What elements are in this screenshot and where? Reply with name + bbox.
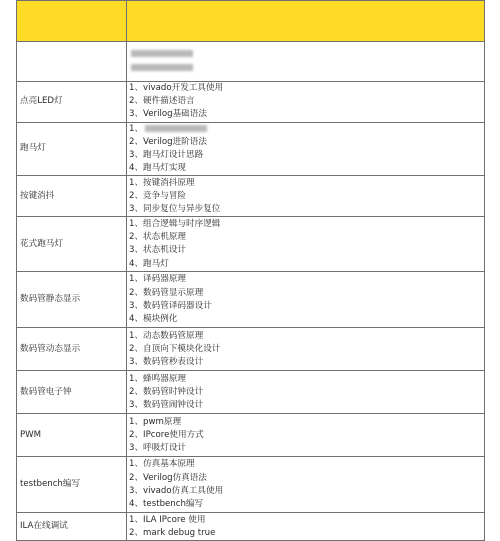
content-cell (127, 513, 485, 541)
content-cell (127, 272, 485, 328)
content-line (129, 244, 484, 257)
topic-label: 跑马灯 (20, 143, 46, 154)
content-line-text: 1、组合逻辑与时序逻辑 (129, 218, 221, 229)
content-cell (127, 457, 485, 513)
content-line (129, 472, 484, 485)
content-line-text: 2、自顶向下模块化设计 (129, 343, 221, 354)
topic-cell (17, 82, 127, 123)
content-line-text: 2、状态机原理 (129, 232, 187, 243)
content-line (129, 123, 484, 136)
topic-cell (17, 122, 127, 176)
topic-cell (17, 42, 127, 82)
content-line-text: 1、蜂鸣器原理 (129, 373, 187, 384)
topic-label: ILA在线调试 (20, 521, 68, 532)
content-line-text: 4、模块例化 (129, 314, 178, 324)
content-line-text: 1、vivado开发工具使用 (129, 83, 224, 93)
content-line (129, 82, 484, 95)
content-line (129, 190, 484, 203)
content-line (129, 95, 484, 108)
table-row (17, 328, 485, 371)
content-line (129, 429, 484, 442)
topic-label: 按键消抖 (20, 190, 55, 201)
topic-label: 点亮LED灯 (20, 96, 63, 107)
topic-label: PWM (20, 429, 42, 440)
table-row (17, 457, 485, 513)
content-cell (127, 82, 485, 123)
header-cell-topic (17, 1, 127, 42)
content-line-text: 1、译码器原理 (129, 274, 187, 285)
content-line (129, 514, 484, 527)
content-line (129, 287, 484, 300)
content-line (129, 203, 484, 216)
topic-cell (17, 457, 127, 513)
content-line-text: 3、状态机设计 (129, 245, 187, 256)
content-line (129, 498, 484, 511)
content-line (129, 177, 484, 190)
content-line (129, 162, 484, 175)
topic-label: testbench编写 (20, 479, 81, 490)
header-cell-content (127, 1, 485, 42)
content-line (129, 231, 484, 244)
content-line-text: 3、数码管秒表设计 (129, 356, 204, 367)
content-line (129, 458, 484, 471)
content-line-text: 2、硬件描述语言 (129, 96, 195, 107)
header-row (17, 1, 485, 42)
course-outline-table (16, 0, 485, 541)
content-line-text: 4、testbench编写 (129, 499, 204, 509)
table-row (17, 371, 485, 414)
content-line-text: 3、数码管闹钟设计 (129, 399, 204, 410)
table-row (17, 42, 485, 82)
table-row (17, 122, 485, 176)
content-line (129, 108, 484, 121)
content-line-text: 1、按键消抖原理 (129, 177, 195, 188)
table-row (17, 176, 485, 217)
content-line (129, 442, 484, 455)
content-line (129, 136, 484, 149)
topic-cell (17, 513, 127, 541)
content-line (129, 313, 484, 326)
content-line (129, 149, 484, 162)
topic-cell (17, 371, 127, 414)
content-line-text: 3、数码管译码器设计 (129, 300, 212, 311)
content-line-text: 2、数码管显示原理 (129, 287, 204, 298)
blurred-text-mark (145, 125, 207, 132)
content-line (129, 527, 484, 540)
content-line-text: 2、Verilog仿真语法 (129, 472, 207, 483)
content-line (129, 258, 484, 271)
table-row (17, 217, 485, 272)
topic-label: 花式跑马灯 (20, 238, 63, 249)
content-line (129, 330, 484, 343)
topic-label: 数码管电子钟 (20, 386, 72, 397)
content-cell (127, 217, 485, 272)
content-line (129, 485, 484, 498)
content-line-text: 1、 (129, 123, 144, 134)
content-line-text: 2、IPcore使用方式 (129, 429, 204, 440)
topic-cell (17, 217, 127, 272)
content-line-text: 3、vivado仿真工具使用 (129, 485, 224, 496)
table-row (17, 272, 485, 328)
content-line (129, 416, 484, 429)
content-line-text: 1、ILA IPcore 使用 (129, 514, 206, 525)
content-cell (127, 42, 485, 82)
content-line-text: 4、跑马灯实现 (129, 163, 187, 174)
content-line-text: 3、跑马灯设计思路 (129, 149, 204, 160)
content-line (129, 48, 484, 61)
content-line-text: 2、mark debug true (129, 527, 216, 538)
content-line (129, 386, 484, 399)
blurred-text-mark (131, 64, 193, 71)
content-line (129, 373, 484, 386)
topic-label: 数码管动态显示 (20, 343, 81, 354)
content-line-text: 1、pwm原理 (129, 416, 182, 427)
topic-label: 数码管静态显示 (20, 294, 81, 305)
topic-cell (17, 328, 127, 371)
content-line (129, 300, 484, 313)
content-cell (127, 414, 485, 457)
content-line-text: 3、同步复位与异步复位 (129, 203, 221, 214)
content-line-text: 1、动态数码管原理 (129, 330, 204, 341)
topic-cell (17, 414, 127, 457)
table-row (17, 82, 485, 123)
content-line (129, 343, 484, 356)
content-line-text: 1、仿真基本原理 (129, 459, 195, 470)
content-line-text: 2、数码管时钟设计 (129, 386, 204, 397)
content-line (129, 218, 484, 231)
content-line (129, 273, 484, 286)
content-line (129, 399, 484, 412)
content-line-text: 3、Verilog基础语法 (129, 109, 207, 120)
content-line-text: 4、跑马灯 (129, 258, 169, 269)
content-cell (127, 176, 485, 217)
content-line-text: 2、Verilog进阶语法 (129, 136, 207, 147)
topic-cell (17, 272, 127, 328)
blurred-text-mark (131, 50, 193, 57)
content-line (129, 62, 484, 75)
topic-cell (17, 176, 127, 217)
content-cell (127, 371, 485, 414)
content-line-text: 2、竞争与冒险 (129, 190, 187, 201)
content-cell (127, 328, 485, 371)
table-row (17, 513, 485, 541)
content-cell (127, 122, 485, 176)
content-line (129, 356, 484, 369)
content-line-text: 3、呼吸灯设计 (129, 442, 187, 453)
table-row (17, 414, 485, 457)
